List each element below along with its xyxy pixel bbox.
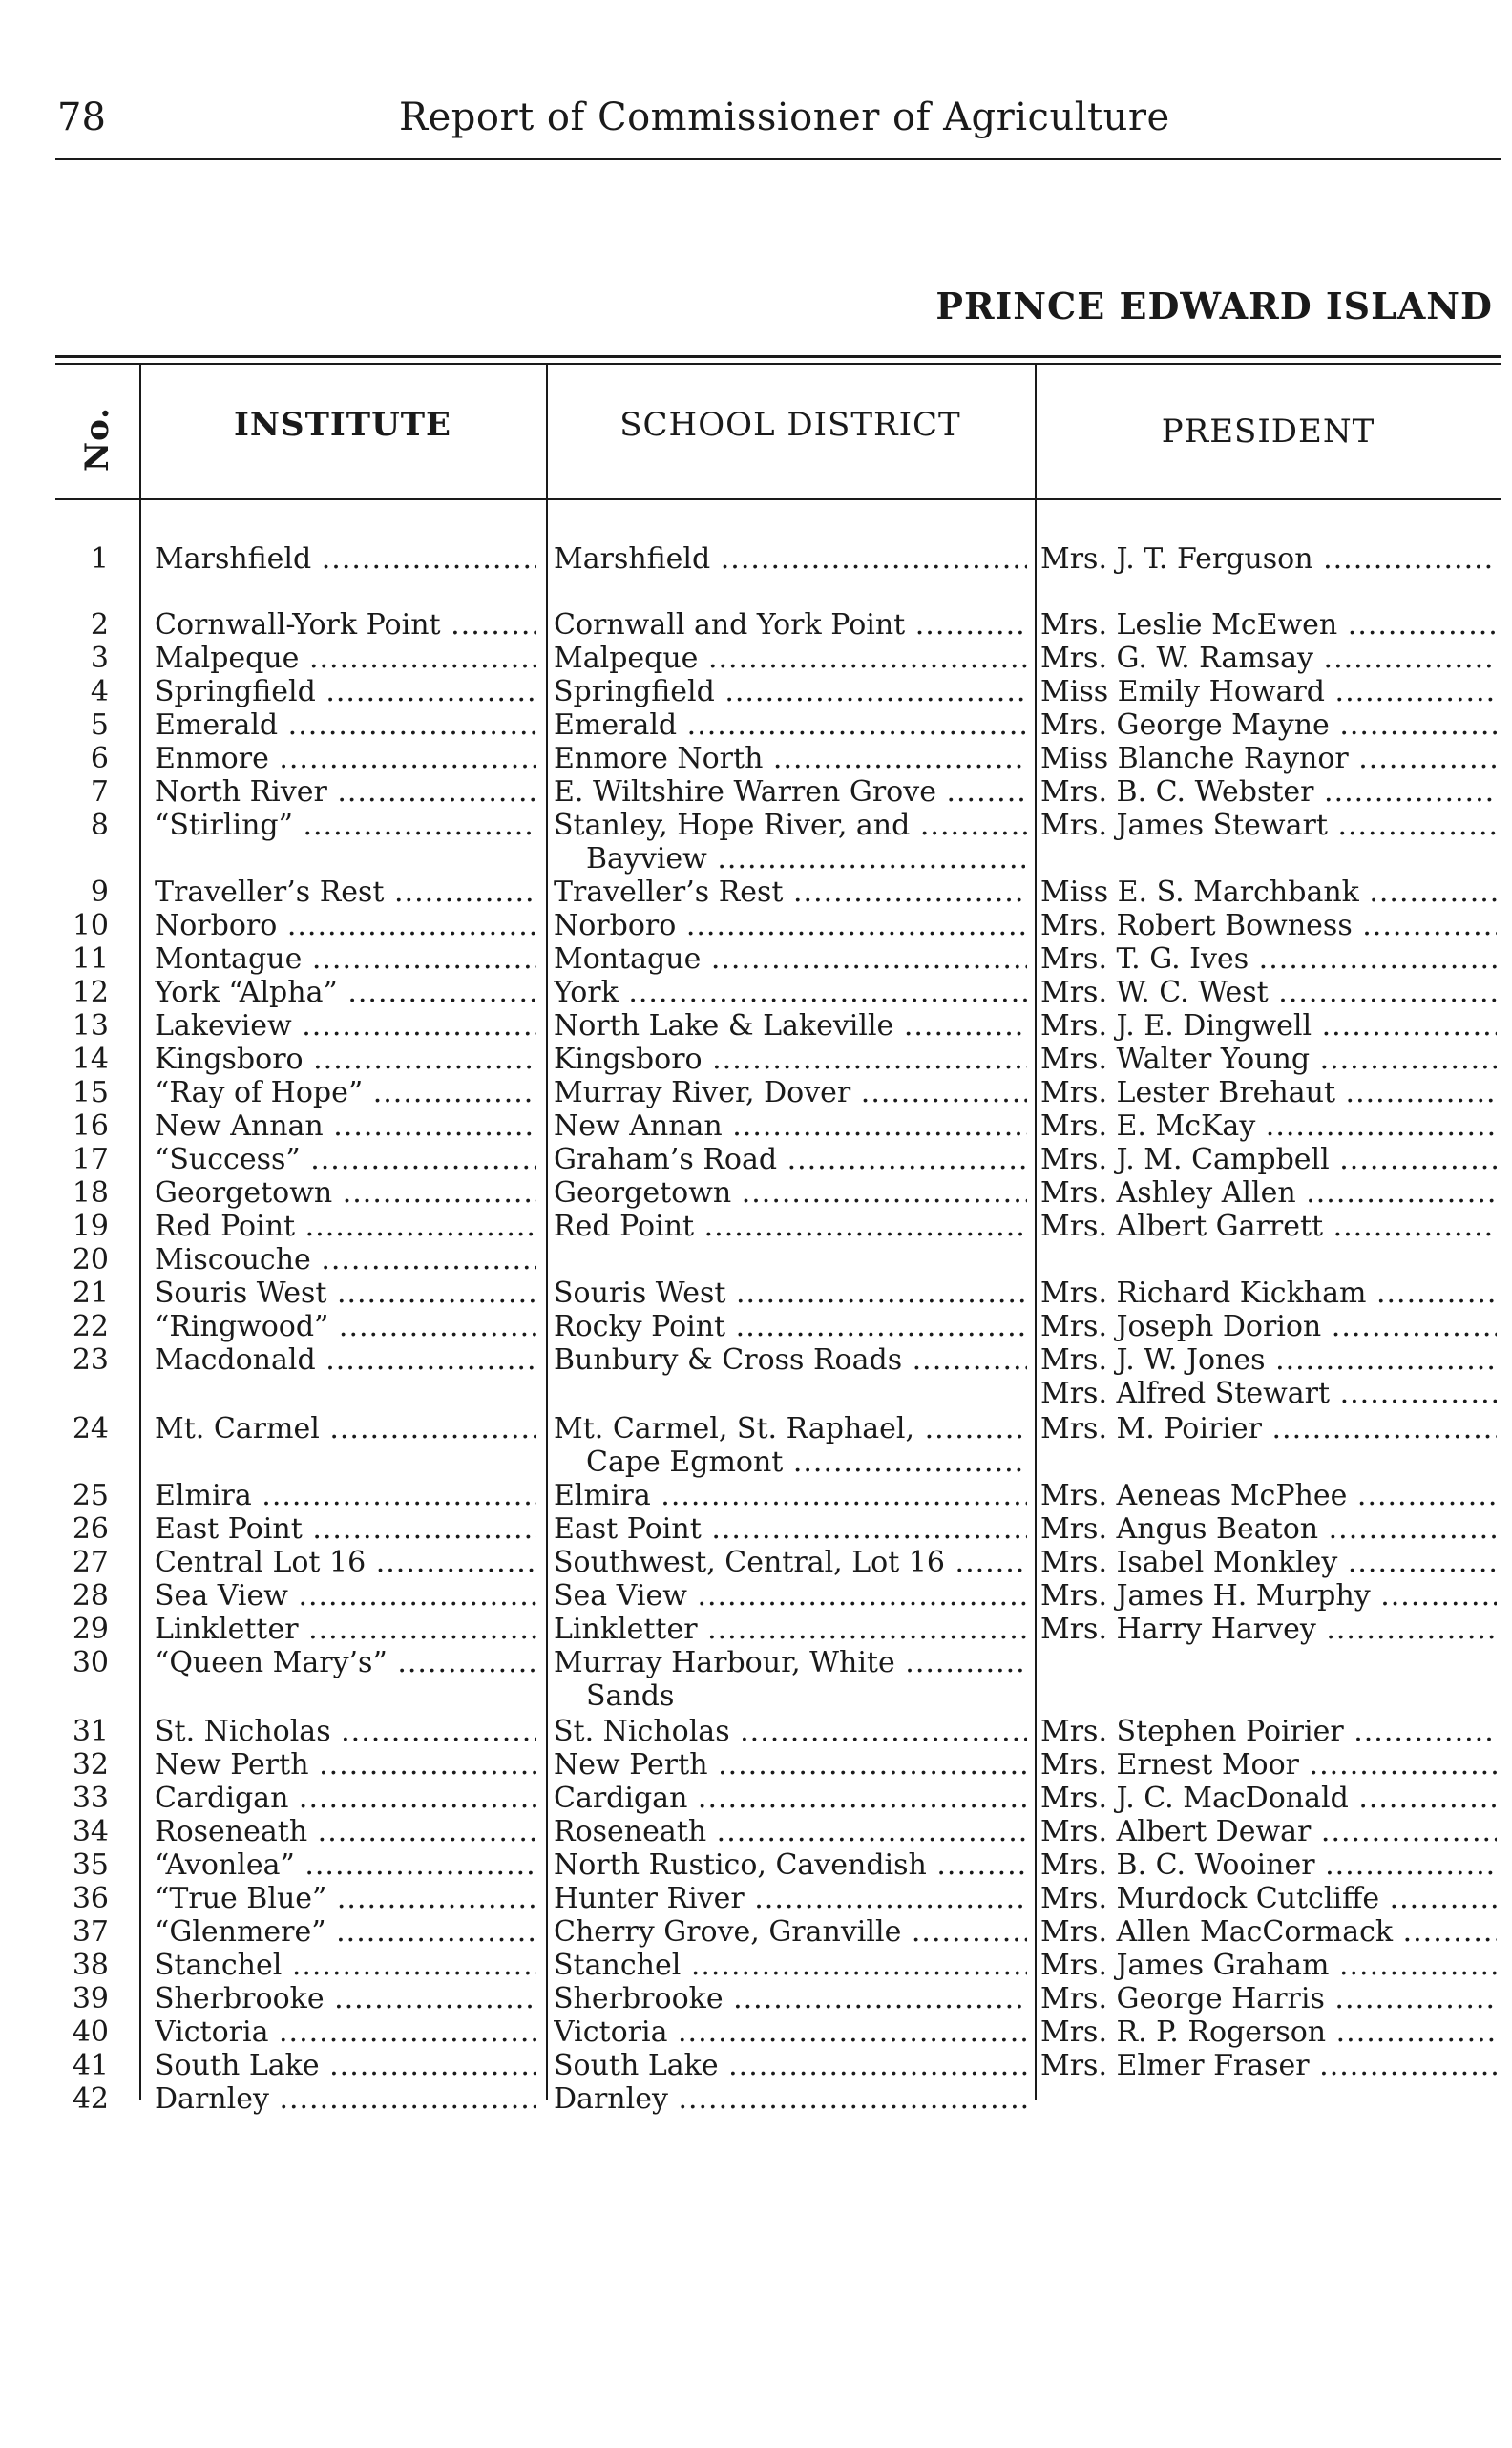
row-number: 15	[72, 1076, 109, 1109]
institute-name: Sherbrooke .....	[155, 1982, 536, 2016]
institute-name: Montague .....	[155, 942, 536, 977]
president-name: Mrs. James Graham .....	[1040, 1949, 1497, 1983]
president-name: Mrs. Murdock Cutcliffe .....	[1040, 1882, 1497, 1916]
table-row	[0, 1782, 1512, 1816]
school-district: Montague .....	[554, 942, 1027, 977]
school-district-continuation: Bayview .....	[586, 842, 1025, 876]
row-number: 25	[72, 1479, 109, 1512]
table-row	[0, 1815, 1512, 1849]
row-number	[55, 1377, 109, 1411]
row-number: 11	[72, 942, 109, 976]
row-number: 14	[72, 1043, 109, 1076]
table-row	[0, 1210, 1512, 1244]
institute-name: “True Blue” .....	[155, 1882, 536, 1916]
school-district-continuation: Cape Egmont .....	[586, 1446, 1025, 1480]
president-name: Mrs. Albert Dewar .....	[1040, 1815, 1497, 1849]
row-number: 38	[72, 1949, 109, 1982]
col-header-school-district: SCHOOL DISTRICT	[620, 406, 961, 444]
table-row	[0, 675, 1512, 709]
president-name: Mrs. Albert Garrett .....	[1040, 1210, 1497, 1244]
row-number: 2	[90, 608, 109, 642]
president-name: Mrs. J. T. Ferguson .....	[1040, 542, 1497, 577]
school-district: Hunter River .....	[554, 1882, 1027, 1916]
institute-name: Macdonald .....	[155, 1343, 536, 1378]
president-name: Mrs. Alfred Stewart .....	[1040, 1377, 1497, 1411]
president-name: Mrs. Ashley Allen .....	[1040, 1176, 1497, 1211]
institute-name: Red Point .....	[155, 1210, 536, 1244]
president-name: Mrs. W. C. West .....	[1040, 976, 1497, 1010]
table-row	[0, 642, 1512, 676]
president-name: Mrs. Angus Beaton .....	[1040, 1512, 1497, 1547]
table-row	[0, 1748, 1512, 1783]
table-row	[0, 775, 1512, 810]
row-number: 27	[72, 1546, 109, 1579]
school-district: Stanchel .....	[554, 1949, 1027, 1983]
institute-name: South Lake .....	[155, 2049, 536, 2083]
president-name: Mrs. George Harris .....	[1040, 1982, 1497, 2016]
row-number: 7	[90, 775, 109, 809]
president-name: Mrs. E. McKay .....	[1040, 1109, 1497, 1144]
table-row	[0, 1949, 1512, 1983]
school-district: Norboro .....	[554, 909, 1027, 943]
president-name: Mrs. Richard Kickham .....	[1040, 1277, 1497, 1311]
row-number: 42	[72, 2082, 109, 2116]
row-number: 30	[72, 1646, 109, 1679]
table-row	[0, 1343, 1512, 1378]
table-row	[0, 1009, 1512, 1044]
president-name: Mrs. J. E. Dingwell .....	[1040, 1009, 1497, 1044]
institute-name: Georgetown .....	[155, 1176, 536, 1211]
school-district: Sea View .....	[554, 1579, 1027, 1614]
institute-name: Marshfield .....	[155, 542, 536, 577]
school-district: Red Point .....	[554, 1210, 1027, 1244]
institute-name: New Annan .....	[155, 1109, 536, 1144]
president-name: Mrs. J. C. MacDonald .....	[1040, 1782, 1497, 1816]
institute-name: Stanchel .....	[155, 1949, 536, 1983]
school-district: Stanley, Hope River, and .....	[554, 809, 1027, 843]
school-district: Elmira .....	[554, 1479, 1027, 1513]
president-name: Mrs. Joseph Dorion .....	[1040, 1310, 1497, 1344]
row-number: 36	[72, 1882, 109, 1915]
table-row	[0, 1043, 1512, 1077]
president-name: Mrs. B. C. Webster .....	[1040, 775, 1497, 810]
table-row	[0, 1882, 1512, 1916]
row-number: 39	[72, 1982, 109, 2015]
institute-name: York “Alpha” .....	[155, 976, 536, 1010]
institute-name: Victoria .....	[155, 2015, 536, 2050]
row-number: 41	[72, 2049, 109, 2082]
table-row	[0, 742, 1512, 776]
table-row	[0, 876, 1512, 910]
institute-name: Malpeque .....	[155, 642, 536, 676]
president-name: Mrs. Aeneas McPhee .....	[1040, 1479, 1497, 1513]
table-row	[0, 2015, 1512, 2050]
table-row	[0, 1848, 1512, 1883]
table-row	[0, 708, 1512, 743]
table-row	[0, 1243, 1512, 1277]
school-district: Bunbury & Cross Roads .....	[554, 1343, 1027, 1378]
row-number: 1	[90, 542, 109, 576]
president-name: Miss Emily Howard .....	[1040, 675, 1497, 709]
school-district: Roseneath .....	[554, 1815, 1027, 1849]
institute-name: Miscouche .....	[155, 1243, 536, 1277]
school-district: North Rustico, Cavendish .....	[554, 1848, 1027, 1883]
president-name: Mrs. Ernest Moor .....	[1040, 1748, 1497, 1783]
school-district: Souris West .....	[554, 1277, 1027, 1311]
table-row	[0, 1076, 1512, 1110]
institute-name: Darnley .....	[155, 2082, 536, 2117]
president-name: Mrs. M. Poirier .....	[1040, 1412, 1497, 1446]
school-district: North Lake & Lakeville .....	[554, 1009, 1027, 1044]
table-row	[0, 809, 1512, 843]
president-name: Mrs. Allen MacCormack .....	[1040, 1915, 1497, 1950]
institute-name: Lakeview .....	[155, 1009, 536, 1044]
president-name: Mrs. Robert Bowness .....	[1040, 909, 1497, 943]
row-number: 23	[72, 1343, 109, 1377]
president-name: Mrs. B. C. Wooiner .....	[1040, 1848, 1497, 1883]
institute-name: Elmira .....	[155, 1479, 536, 1513]
row-number: 24	[72, 1412, 109, 1446]
school-district: Enmore North .....	[554, 742, 1027, 776]
row-number: 13	[72, 1009, 109, 1043]
school-district: Darnley .....	[554, 2082, 1027, 2117]
page-number: 78	[57, 95, 106, 139]
row-number: 33	[72, 1782, 109, 1815]
row-number: 22	[72, 1310, 109, 1343]
table-row	[0, 1310, 1512, 1344]
table-row	[0, 909, 1512, 943]
table-row	[0, 1143, 1512, 1177]
table-row	[0, 1613, 1512, 1647]
col-header-no: No.	[78, 407, 116, 472]
row-number: 32	[72, 1748, 109, 1782]
president-name	[1040, 1646, 1497, 1680]
president-name	[1040, 1243, 1497, 1277]
president-name: Mrs. J. M. Campbell .....	[1040, 1143, 1497, 1177]
institute-name: North River .....	[155, 775, 536, 810]
president-name: Mrs. G. W. Ramsay .....	[1040, 642, 1497, 676]
president-name: Mrs. J. W. Jones .....	[1040, 1343, 1497, 1378]
institute-name: “Stirling” .....	[155, 809, 536, 843]
table-row	[0, 1646, 1512, 1680]
president-name: Miss E. S. Marchbank .....	[1040, 876, 1497, 910]
table-row	[0, 542, 1512, 577]
table-row	[0, 1546, 1512, 1580]
table-row	[0, 1982, 1512, 2016]
school-district-continuation: Sands	[586, 1679, 675, 1713]
table-row	[0, 2082, 1512, 2117]
row-number: 35	[72, 1848, 109, 1882]
institute-name: St. Nicholas .....	[155, 1715, 536, 1749]
institute-name: New Perth .....	[155, 1748, 536, 1783]
school-district: Traveller’s Rest .....	[554, 876, 1027, 910]
school-district: Mt. Carmel, St. Raphael, .....	[554, 1412, 1027, 1446]
school-district: New Annan .....	[554, 1109, 1027, 1144]
president-name: Mrs. Stephen Poirier .....	[1040, 1715, 1497, 1749]
institute-name: “Ringwood” .....	[155, 1310, 536, 1344]
row-number: 31	[72, 1715, 109, 1748]
col-header-president: PRESIDENT	[1161, 412, 1376, 451]
row-number: 8	[90, 809, 109, 842]
row-number: 3	[90, 642, 109, 675]
institute-name: Cornwall-York Point .....	[155, 608, 536, 643]
president-name: Mrs. Lester Brehaut .....	[1040, 1076, 1497, 1110]
row-number: 9	[90, 876, 109, 909]
row-number: 18	[72, 1176, 109, 1210]
institute-name: Enmore .....	[155, 742, 536, 776]
institute-name: Emerald .....	[155, 708, 536, 743]
table-row	[0, 942, 1512, 977]
school-district: Southwest, Central, Lot 16 .....	[554, 1546, 1027, 1580]
row-number: 21	[72, 1277, 109, 1310]
school-district: Cornwall and York Point .....	[554, 608, 1027, 643]
row-number: 10	[72, 909, 109, 942]
institute-name: Norboro .....	[155, 909, 536, 943]
institute-name: Central Lot 16 .....	[155, 1546, 536, 1580]
table-row	[0, 1377, 1512, 1411]
school-district: South Lake .....	[554, 2049, 1027, 2083]
institute-name: Mt. Carmel .....	[155, 1412, 536, 1446]
row-number: 4	[90, 675, 109, 708]
institute-name: Sea View .....	[155, 1579, 536, 1614]
institute-name: Cardigan .....	[155, 1782, 536, 1816]
school-district: Malpeque .....	[554, 642, 1027, 676]
school-district: Murray River, Dover .....	[554, 1076, 1027, 1110]
row-number: 40	[72, 2015, 109, 2049]
col-header-institute: INSTITUTE	[234, 406, 452, 444]
institute-name: “Queen Mary’s” .....	[155, 1646, 536, 1680]
row-number: 34	[72, 1815, 109, 1848]
institute-name: Traveller’s Rest .....	[155, 876, 536, 910]
row-number: 29	[72, 1613, 109, 1646]
president-name: Mrs. James H. Murphy .....	[1040, 1579, 1497, 1614]
school-district: Georgetown .....	[554, 1176, 1027, 1211]
president-name: Mrs. Elmer Fraser .....	[1040, 2049, 1497, 2083]
school-district: York .....	[554, 976, 1027, 1010]
president-name: Mrs. Harry Harvey .....	[1040, 1613, 1497, 1647]
school-district	[554, 1377, 1027, 1411]
table-row	[0, 1915, 1512, 1950]
school-district: Cardigan .....	[554, 1782, 1027, 1816]
institute-name: “Glenmere” .....	[155, 1915, 536, 1950]
school-district: St. Nicholas .....	[554, 1715, 1027, 1749]
president-name: Mrs. T. G. Ives .....	[1040, 942, 1497, 977]
table-row	[0, 1579, 1512, 1614]
institute-name: Kingsboro .....	[155, 1043, 536, 1077]
institute-name: Roseneath .....	[155, 1815, 536, 1849]
school-district: Cherry Grove, Granville .....	[554, 1915, 1027, 1950]
school-district: New Perth .....	[554, 1748, 1027, 1783]
row-number: 20	[72, 1243, 109, 1277]
president-name: Mrs. George Mayne .....	[1040, 708, 1497, 743]
institute-name: Springfield .....	[155, 675, 536, 709]
table-row	[0, 2049, 1512, 2083]
school-district: Linkletter .....	[554, 1613, 1027, 1647]
institute-name: East Point .....	[155, 1512, 536, 1547]
row-number: 16	[72, 1109, 109, 1143]
row-number: 6	[90, 742, 109, 775]
school-district: Emerald .....	[554, 708, 1027, 743]
school-district: E. Wiltshire Warren Grove .....	[554, 775, 1027, 810]
school-district: Rocky Point .....	[554, 1310, 1027, 1344]
table-row	[0, 1176, 1512, 1211]
row-number: 26	[72, 1512, 109, 1546]
school-district: Sherbrooke .....	[554, 1982, 1027, 2016]
running-head: Report of Commissioner of Agriculture	[399, 95, 1170, 139]
president-name: Mrs. R. P. Rogerson .....	[1040, 2015, 1497, 2050]
table-row	[0, 1715, 1512, 1749]
school-district: Victoria .....	[554, 2015, 1027, 2050]
school-district: Springfield .....	[554, 675, 1027, 709]
row-number: 5	[90, 708, 109, 742]
table-row	[0, 976, 1512, 1010]
table-row	[0, 1277, 1512, 1311]
institute-name: “Success” .....	[155, 1143, 536, 1177]
school-district: Murray Harbour, White .....	[554, 1646, 1027, 1680]
school-district: Kingsboro .....	[554, 1043, 1027, 1077]
table-row	[0, 1512, 1512, 1547]
row-number: 28	[72, 1579, 109, 1613]
institute-name: Linkletter .....	[155, 1613, 536, 1647]
institute-name	[155, 1377, 536, 1411]
table-row	[0, 1412, 1512, 1446]
row-number: 17	[72, 1143, 109, 1176]
president-name	[1040, 2082, 1497, 2117]
president-name: Miss Blanche Raynor .....	[1040, 742, 1497, 776]
institute-name: “Avonlea” .....	[155, 1848, 536, 1883]
school-district	[554, 1243, 1027, 1277]
president-name: Mrs. Isabel Monkley .....	[1040, 1546, 1497, 1580]
table-row	[0, 1109, 1512, 1144]
school-district: Marshfield .....	[554, 542, 1027, 577]
row-number: 37	[72, 1915, 109, 1949]
institute-name: “Ray of Hope” .....	[155, 1076, 536, 1110]
president-name: Mrs. James Stewart .....	[1040, 809, 1497, 843]
section-title: PRINCE EDWARD ISLAND	[935, 285, 1493, 327]
school-district: Graham’s Road .....	[554, 1143, 1027, 1177]
row-number: 19	[72, 1210, 109, 1243]
president-name: Mrs. Walter Young .....	[1040, 1043, 1497, 1077]
table-row	[0, 1479, 1512, 1513]
institute-name: Souris West .....	[155, 1277, 536, 1311]
table-row	[0, 608, 1512, 643]
president-name: Mrs. Leslie McEwen .....	[1040, 608, 1497, 643]
school-district: East Point .....	[554, 1512, 1027, 1547]
row-number: 12	[72, 976, 109, 1009]
